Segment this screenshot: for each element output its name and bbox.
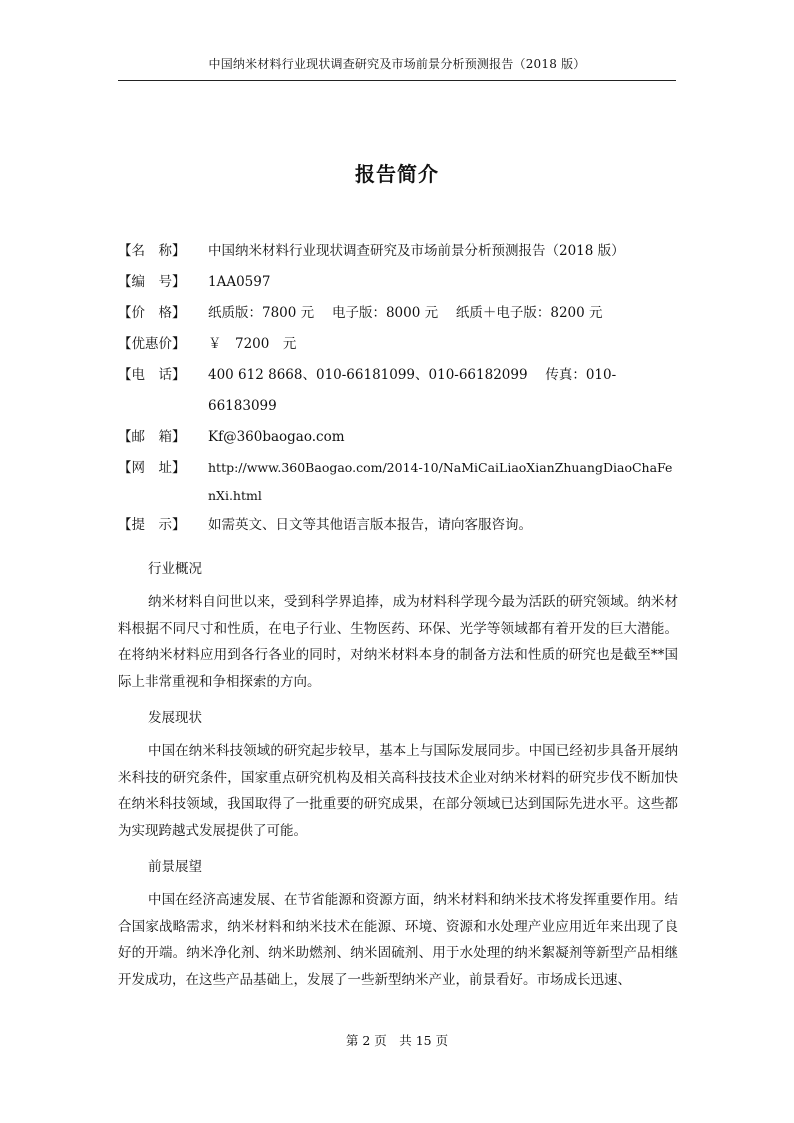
section-text-status: 中国在纳米科技领域的研究起步较早，基本上与国际发展同步。中国已经初步具备开展纳米科技的研究条件，国家重点研究机构及相关高科技技术企业对纳米材料的研究步伐不断加快 在纳米科技领域，我国取得了一批重要的研究成果，在部分领域已达到国际先进水平。这些都为实现跨越式发展提供了可能。 bbox=[118, 743, 678, 839]
info-value-discount: ￥ 7200 元 bbox=[208, 336, 297, 352]
info-row-tip bbox=[118, 510, 678, 541]
info-value-price: 纸质版：7800 元 电子版：8000 元 纸质＋电子版：8200 元 bbox=[208, 305, 603, 321]
info-label-price: 【价 格】 bbox=[118, 305, 186, 321]
info-value-code: 1AA0597 bbox=[208, 274, 271, 290]
info-label-discount: 【优惠价】 bbox=[118, 336, 186, 352]
info-label-tip: 【提 示】 bbox=[118, 517, 186, 533]
info-value-phone: 400 612 8668、010-66181099、010-66182099 传真：010-66183099 bbox=[208, 367, 617, 414]
info-row-code bbox=[118, 267, 678, 298]
info-value-name: 中国纳米材料行业现状调查研究及市场前景分析预测报告（2018 版） bbox=[208, 243, 625, 259]
running-header: 中国纳米材料行业现状调查研究及市场前景分析预测报告（2018 版） bbox=[208, 57, 586, 71]
info-value-tip: 如需英文、日文等其他语言版本报告，请向客服咨询。 bbox=[208, 517, 532, 533]
info-label-phone: 【电 话】 bbox=[118, 367, 186, 383]
info-row-phone bbox=[118, 360, 678, 422]
info-row-email bbox=[118, 422, 678, 453]
info-row-website bbox=[118, 453, 678, 510]
report-info-list bbox=[118, 236, 678, 541]
info-value-email[interactable]: Kf@360baogao.com bbox=[208, 429, 345, 445]
page-title: 报告简介 bbox=[355, 162, 439, 186]
info-label-email: 【邮 箱】 bbox=[118, 429, 186, 445]
report-body bbox=[118, 554, 678, 1001]
section-text-overview: 纳米材料自问世以来，受到科学界追捧，成为材料科学现今最为活跃的研究领域。纳米材料根据不同尺寸和性质，在电子行业、生物医药、环保、光学等领域都有着开发的巨大潜能。在将纳米材料应用到各行各业的同时，对纳米材料本身的制备方法和性质的研究也是截至**国际上非常重视和争相探索的方向。 bbox=[118, 594, 678, 690]
info-label-code: 【编 号】 bbox=[118, 274, 186, 290]
section-text-outlook: 中国在经济高速发展、在节省能源和资源方面，纳米材料和纳米技术将发挥重要作用。结合国家战略需求，纳米材料和纳米技术在能源、环境、资源和水处理产业应用近年来出现了良好的开端。纳米净化剂、纳米助燃剂、纳米固硫剂、用于水处理的纳米絮凝剂等新型产品相继开发成功，在这些产品基础上，发展了一些新型纳米产业，前景看好。市场成长迅速、 bbox=[118, 892, 678, 988]
info-label-name: 【名 称】 bbox=[118, 243, 186, 259]
section-heading-overview: 行业概况 bbox=[148, 561, 202, 577]
info-row-price bbox=[118, 298, 678, 329]
section-heading-status: 发展现状 bbox=[148, 710, 202, 726]
info-label-website: 【网 址】 bbox=[118, 460, 186, 476]
info-row-name bbox=[118, 236, 678, 267]
info-row-discount bbox=[118, 329, 678, 360]
info-value-website-link[interactable]: http://www.360Baogao.com/2014-10/NaMiCaiLiaoXianZhuangDiaoChaFenXi.html bbox=[208, 460, 673, 503]
section-heading-outlook: 前景展望 bbox=[148, 859, 202, 875]
page-number: 第 2 页 共 15 页 bbox=[345, 1033, 449, 1048]
header-divider bbox=[118, 80, 676, 81]
